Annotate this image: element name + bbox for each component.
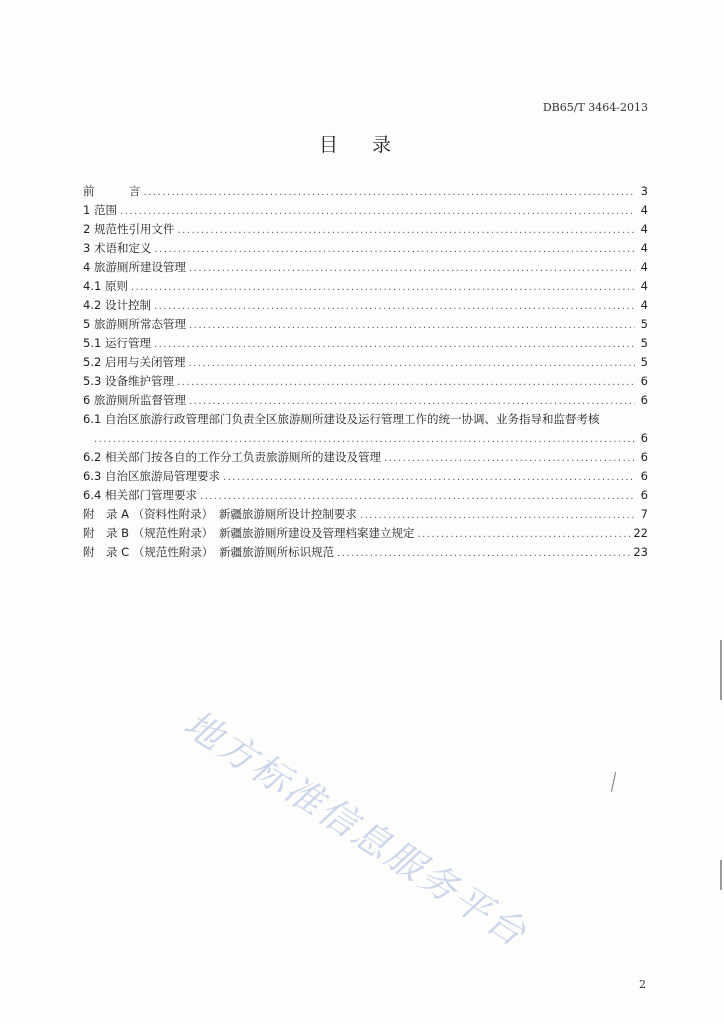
toc-entry-label: 5 旅游厕所常态管理 [83, 317, 186, 331]
leader-dots [188, 354, 635, 373]
leader-dots [189, 316, 635, 335]
toc-entry-department-requirements[interactable] [83, 486, 648, 505]
toc-entry-page: 4 [640, 279, 648, 293]
page-edge-mark [720, 640, 722, 700]
leader-dots [94, 430, 635, 449]
toc-entry-page: 4 [640, 260, 648, 274]
toc-entry-page: 6 [640, 393, 648, 407]
toc-entry-label: 前 言 [83, 184, 141, 198]
leader-dots [360, 506, 635, 525]
toc-entry-label: 5.1 运行管理 [83, 336, 151, 350]
toc-entry-appendix-a[interactable] [83, 505, 648, 524]
toc-entry-page: 22 [633, 526, 648, 540]
toc-entry-page: 6 [640, 450, 648, 464]
toc-entry-page: 7 [640, 507, 648, 521]
toc-entry-page: 4 [640, 298, 648, 312]
toc-entry-label: 5.3 设备维护管理 [83, 374, 174, 388]
leader-dots [131, 278, 635, 297]
toc-entry-page: 4 [640, 203, 648, 217]
toc-entry-admin-coordination[interactable] [83, 410, 648, 429]
toc-entry-page: 4 [640, 241, 648, 255]
leader-dots [189, 392, 635, 411]
toc-title: 目 录 [318, 134, 406, 156]
leader-dots [189, 259, 635, 278]
toc-entry-operation[interactable] [83, 334, 648, 353]
toc-entry-page: 6 [640, 488, 648, 502]
toc-entry-page: 5 [640, 336, 648, 350]
page-number: 2 [639, 978, 646, 991]
toc-entry-page: 4 [640, 222, 648, 236]
toc-entry-principles[interactable] [83, 277, 648, 296]
toc-entry-label: 附 录 B （规范性附录） 新疆旅游厕所建设及管理档案建立规定 [83, 526, 415, 540]
toc-entry-routine-management[interactable] [83, 315, 648, 334]
page-edge-mark [720, 860, 722, 890]
toc-entry-label: 4 旅游厕所建设管理 [83, 260, 186, 274]
leader-dots [177, 373, 635, 392]
leader-dots [384, 449, 635, 468]
watermark: 地方标准信息服务平台 [176, 701, 536, 956]
toc-entry-label: 6.2 相关部门按各自的工作分工负责旅游厕所的建设及管理 [83, 450, 381, 464]
leader-dots [154, 297, 635, 316]
leader-dots [154, 335, 635, 354]
leader-dots [223, 468, 635, 487]
document-code: DB65/T 3464-2013 [542, 101, 648, 114]
toc-entry-page: 5 [640, 317, 648, 331]
leader-dots [120, 202, 635, 221]
toc-entry-label: 6 旅游厕所监督管理 [83, 393, 186, 407]
toc-entry-open-close[interactable] [83, 353, 648, 372]
toc-entry-normative-references[interactable] [83, 220, 648, 239]
toc-entry-foreword[interactable] [83, 182, 648, 201]
toc-entry-label: 4.2 设计控制 [83, 298, 151, 312]
toc-entry-label: 6.1 自治区旅游行政管理部门负责全区旅游厕所建设及运行管理工作的统一协调、业务指导和监督考核 [83, 412, 600, 426]
toc-entry-page: 3 [640, 184, 648, 198]
toc-entry-page: 6 [640, 431, 648, 445]
leader-dots [337, 544, 630, 563]
toc-entry-admin-coordination-continued[interactable] [83, 429, 648, 448]
toc-entry-design-control[interactable] [83, 296, 648, 315]
toc-entry-label: 6.4 相关部门管理要求 [83, 488, 197, 502]
toc-entry-page: 6 [640, 469, 648, 483]
leader-dots [144, 183, 636, 202]
toc-entry-scope[interactable] [83, 201, 648, 220]
leader-dots [200, 487, 635, 506]
toc-entry-label: 1 范围 [83, 203, 117, 217]
toc-entry-page: 6 [640, 374, 648, 388]
leader-dots [417, 525, 630, 544]
scan-mark [611, 772, 616, 792]
toc-list [83, 182, 648, 562]
toc-entry-appendix-b[interactable] [83, 524, 648, 543]
toc-entry-appendix-c[interactable] [83, 543, 648, 562]
toc-entry-label: 2 规范性引用文件 [83, 222, 175, 236]
toc-entry-departments-division[interactable] [83, 448, 648, 467]
toc-entry-label: 附 录 A （资料性附录） 新疆旅游厕所设计控制要求 [83, 507, 357, 521]
toc-entry-label: 附 录 C （规范性附录） 新疆旅游厕所标识规范 [83, 545, 335, 559]
toc-entry-label: 6.3 自治区旅游局管理要求 [83, 469, 220, 483]
toc-entry-tourism-bureau[interactable] [83, 467, 648, 486]
toc-entry-terms[interactable] [83, 239, 648, 258]
toc-entry-label: 3 术语和定义 [83, 241, 152, 255]
toc-entry-supervision[interactable] [83, 391, 648, 410]
toc-entry-page: 5 [640, 355, 648, 369]
toc-entry-page: 23 [633, 545, 648, 559]
toc-entry-label: 5.2 启用与关闭管理 [83, 355, 186, 369]
toc-entry-maintenance[interactable] [83, 372, 648, 391]
toc-entry-label: 4.1 原则 [83, 279, 128, 293]
leader-dots [177, 221, 635, 240]
toc-entry-construction[interactable] [83, 258, 648, 277]
leader-dots [154, 240, 635, 259]
